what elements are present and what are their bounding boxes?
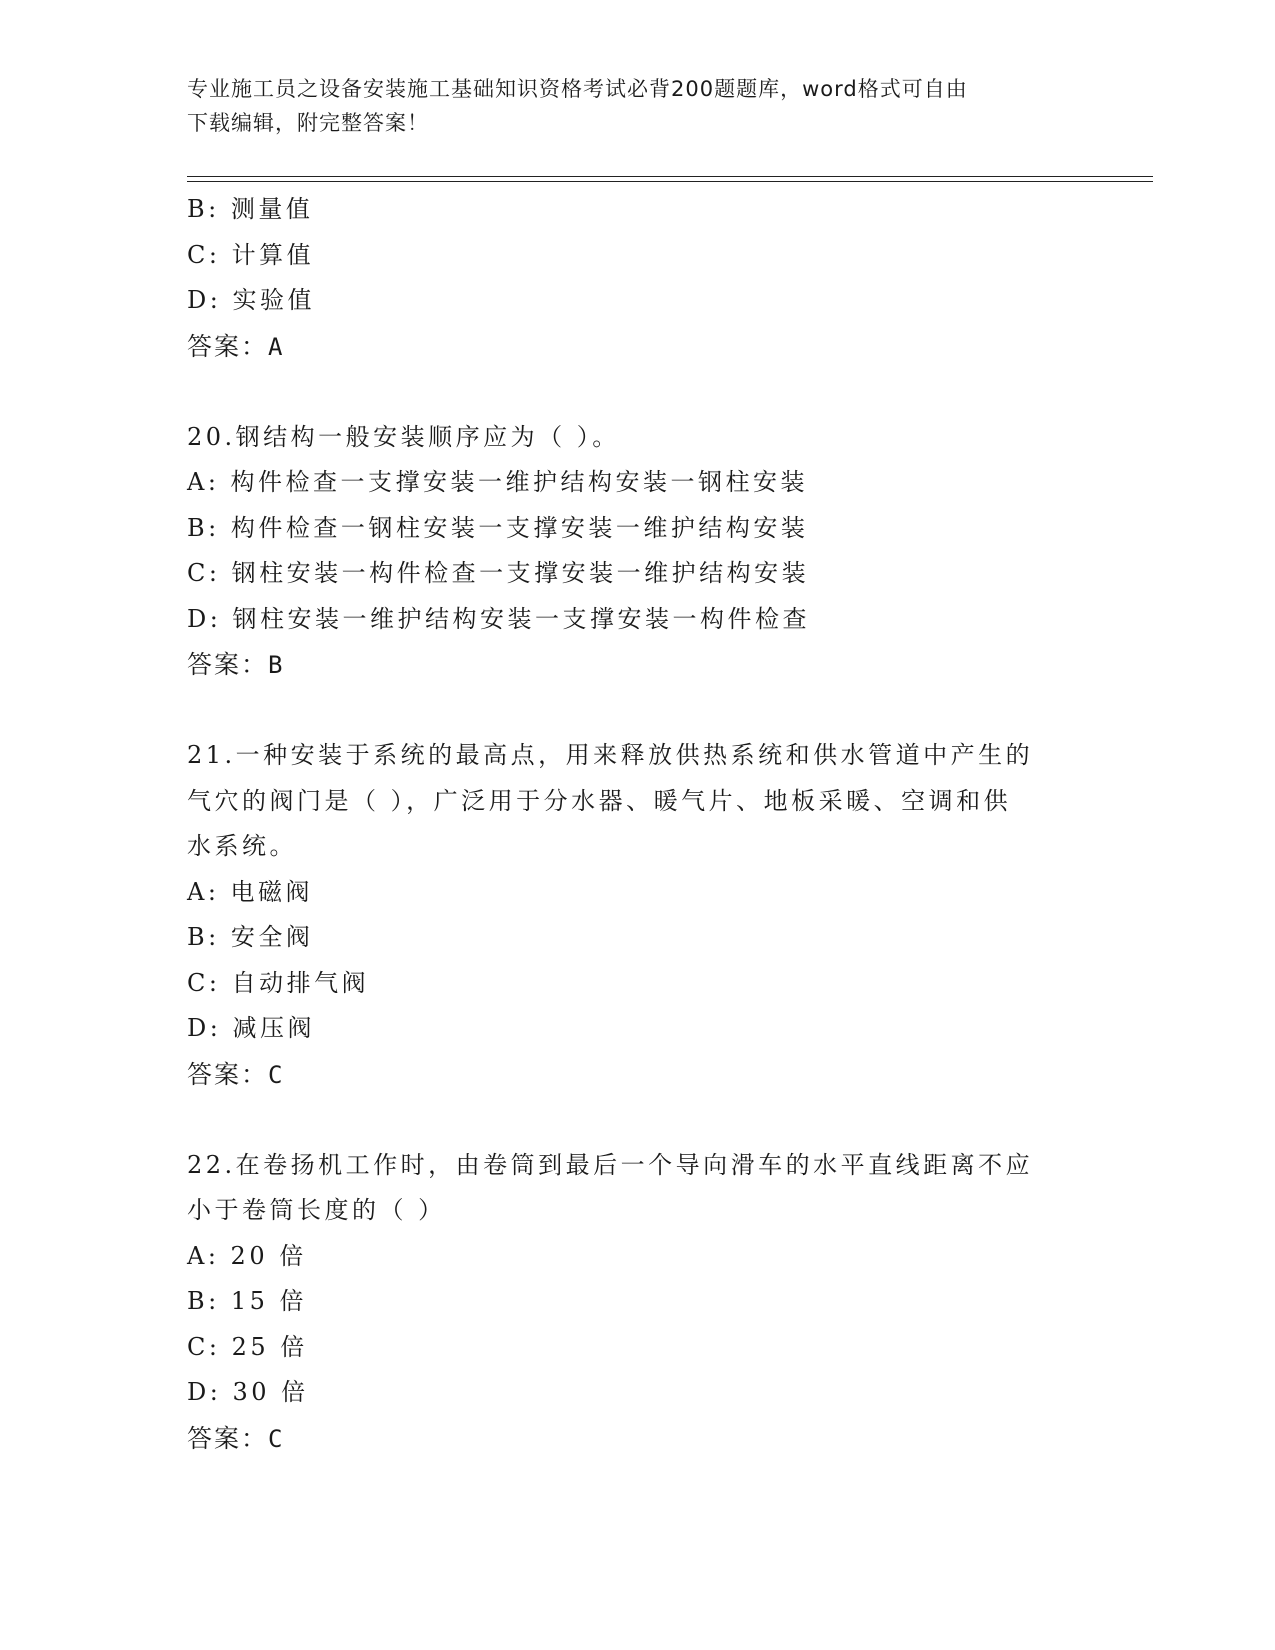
question-text-line-1: 21.一种安装于系统的最高点，用来释放供热系统和供水管道中产生的 — [187, 741, 1034, 769]
option-c: C: 25 倍 — [187, 1332, 308, 1361]
question-21-block — [187, 733, 1087, 1097]
answer-value: A — [268, 332, 285, 361]
answer-line — [187, 324, 1087, 370]
option-d: D: 30 倍 — [187, 1378, 309, 1406]
header-divider-bottom — [187, 181, 1153, 182]
header-title-line-2: 下载编辑，附完整答案！ — [187, 111, 429, 135]
question-20-block — [187, 415, 1087, 688]
question-text-line-2: 气穴的阀门是（ ），广泛用于分水器、暖气片、地板采暖、空调和供 — [187, 786, 1012, 815]
option-d: D: 实验值 — [187, 286, 315, 314]
answer-label: 答案： — [187, 1423, 269, 1453]
option-c: C: 计算值 — [187, 240, 315, 269]
option-d: D: 减压阀 — [187, 1014, 315, 1042]
header-title-line-1: 专业施工员之设备安装施工基础知识资格考试必背200题题库，word格式可自由 — [187, 77, 968, 101]
question-text-line-3: 水系统。 — [187, 832, 297, 860]
option-b: B: 构件检查一钢柱安装一支撑安装一维护结构安装 — [187, 513, 809, 542]
answer-label: 答案： — [187, 650, 269, 679]
answer-line — [187, 642, 1087, 688]
option-b: B: 安全阀 — [187, 923, 314, 951]
question-19-block — [187, 187, 1087, 369]
option-b: B: 测量值 — [187, 195, 314, 223]
option-a: A: 电磁阀 — [187, 877, 314, 906]
answer-label: 答案： — [187, 331, 269, 361]
question-text-line-1: 22.在卷扬机工作时，由卷筒到最后一个导向滑车的水平直线距离不应 — [187, 1150, 1034, 1179]
question-content — [187, 187, 1087, 1461]
spacer — [187, 1097, 1087, 1143]
option-c: C: 自动排气阀 — [187, 968, 370, 997]
spacer — [187, 369, 1087, 415]
question-text: 20.钢结构一般安装顺序应为（ ）。 — [187, 422, 620, 451]
question-text-line-2: 小于卷筒长度的（ ） — [187, 1196, 446, 1224]
option-a: A: 20 倍 — [187, 1241, 307, 1270]
question-22-block — [187, 1143, 1087, 1462]
option-c: C: 钢柱安装一构件检查一支撑安装一维护结构安装 — [187, 559, 810, 587]
answer-line — [187, 1052, 1087, 1098]
answer-value: C — [268, 1060, 285, 1089]
option-d: D: 钢柱安装一维护结构安装一支撑安装一构件检查 — [187, 604, 810, 633]
header-divider-top — [187, 176, 1153, 177]
answer-line — [187, 1416, 1087, 1462]
option-b: B: 15 倍 — [187, 1287, 308, 1315]
answer-value: B — [268, 651, 285, 679]
document-header — [187, 72, 1067, 140]
answer-value: C — [268, 1424, 285, 1453]
answer-label: 答案： — [187, 1059, 269, 1089]
spacer — [187, 688, 1087, 734]
option-a: A: 构件检查一支撑安装一维护结构安装一钢柱安装 — [187, 468, 809, 496]
